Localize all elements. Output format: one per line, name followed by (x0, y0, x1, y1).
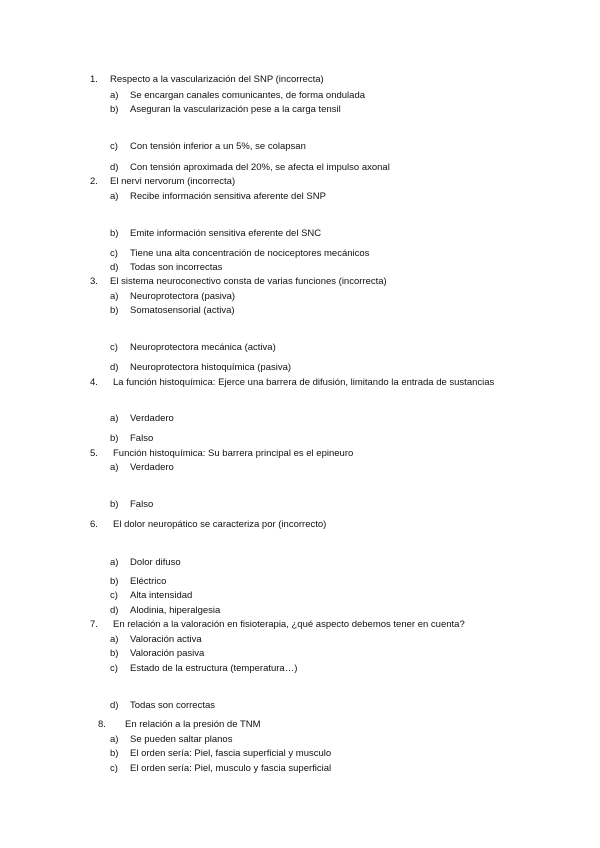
option-text: Verdadero (130, 413, 174, 424)
option-letter: d) (110, 605, 119, 616)
option-letter: d) (110, 262, 119, 273)
option-letter: b) (110, 104, 119, 115)
option-text: Valoración activa (130, 634, 202, 645)
option-text: Neuroprotectora mecánica (activa) (130, 342, 276, 353)
option-letter: c) (110, 342, 118, 353)
option-text: Falso (130, 499, 154, 510)
option-letter: c) (110, 590, 118, 601)
question-number: 6. (90, 519, 98, 530)
question-number: 5. (90, 448, 98, 459)
option-text: Con tensión inferior a un 5%, se colapsan (130, 141, 306, 152)
option-letter: c) (110, 763, 118, 774)
option-letter: c) (110, 663, 118, 674)
option-text: Tiene una alta concentración de nociceptores mecánicos (130, 248, 370, 259)
option-text: Aseguran la vascularización pese a la carga tensil (130, 104, 341, 115)
option-letter: a) (110, 557, 119, 568)
option-text: Se pueden saltar planos (130, 734, 233, 745)
option-text: El orden sería: Piel, musculo y fascia superficial (130, 763, 332, 774)
option-letter: b) (110, 648, 119, 659)
option-letter: b) (110, 305, 119, 316)
option-text: Con tensión aproximada del 20%, se afecta el impulso axonal (130, 162, 390, 173)
option-text: Todas son incorrectas (130, 262, 223, 273)
question-number: 3. (90, 276, 98, 287)
option-text: Falso (130, 433, 154, 444)
option-letter: d) (110, 362, 119, 373)
option-text: Estado de la estructura (temperatura…) (130, 663, 298, 674)
option-text: Somatosensorial (activa) (130, 305, 235, 316)
question-text: Función histoquímica: Su barrera principal es el epineuro (113, 448, 354, 459)
option-letter: d) (110, 162, 119, 173)
question-text: En relación a la presión de TNM (125, 719, 261, 730)
option-letter: b) (110, 576, 119, 587)
question-number: 7. (90, 619, 98, 630)
option-letter: a) (110, 634, 119, 645)
option-letter: a) (110, 191, 119, 202)
option-letter: b) (110, 748, 119, 759)
option-letter: c) (110, 248, 118, 259)
option-letter: d) (110, 700, 119, 711)
question-number: 2. (90, 176, 98, 187)
option-text: Alta intensidad (130, 590, 193, 601)
option-letter: a) (110, 413, 119, 424)
option-letter: a) (110, 90, 119, 101)
question-text: En relación a la valoración en fisioterapia, ¿qué aspecto debemos tener en cuenta? (113, 619, 465, 630)
option-text: Dolor difuso (130, 557, 181, 568)
question-number: 4. (90, 377, 98, 388)
option-text: Valoración pasiva (130, 648, 205, 659)
question-number: 1. (90, 74, 98, 85)
option-letter: a) (110, 291, 119, 302)
option-letter: a) (110, 462, 119, 473)
option-text: Se encargan canales comunicantes, de forma ondulada (130, 90, 366, 101)
question-number: 8. (98, 719, 106, 730)
option-text: Verdadero (130, 462, 174, 473)
option-text: Neuroprotectora histoquímica (pasiva) (130, 362, 292, 373)
option-text: Recibe información sensitiva aferente del SNP (130, 191, 326, 202)
question-text: El nervi nervorum (incorrecta) (110, 176, 236, 187)
option-text: Alodinia, hiperalgesia (130, 605, 221, 616)
question-text: El sistema neuroconectivo consta de varias funciones (incorrecta) (110, 276, 387, 287)
option-text: Eléctrico (130, 576, 167, 587)
question-text: El dolor neuropático se caracteriza por (incorrecto) (113, 519, 327, 530)
option-text: Emite información sensitiva eferente del SNC (130, 228, 322, 239)
question-text: Respecto a la vascularización del SNP (incorrecta) (110, 74, 324, 85)
option-letter: b) (110, 433, 119, 444)
option-text: Neuroprotectora (pasiva) (130, 291, 236, 302)
option-text: Todas son correctas (130, 700, 216, 711)
option-letter: b) (110, 228, 119, 239)
option-letter: c) (110, 141, 118, 152)
option-letter: b) (110, 499, 119, 510)
question-text: La función histoquímica: Ejerce una barrera de difusión, limitando la entrada de sustancias (113, 377, 495, 388)
option-text: El orden sería: Piel, fascia superficial y musculo (130, 748, 332, 759)
option-letter: a) (110, 734, 119, 745)
